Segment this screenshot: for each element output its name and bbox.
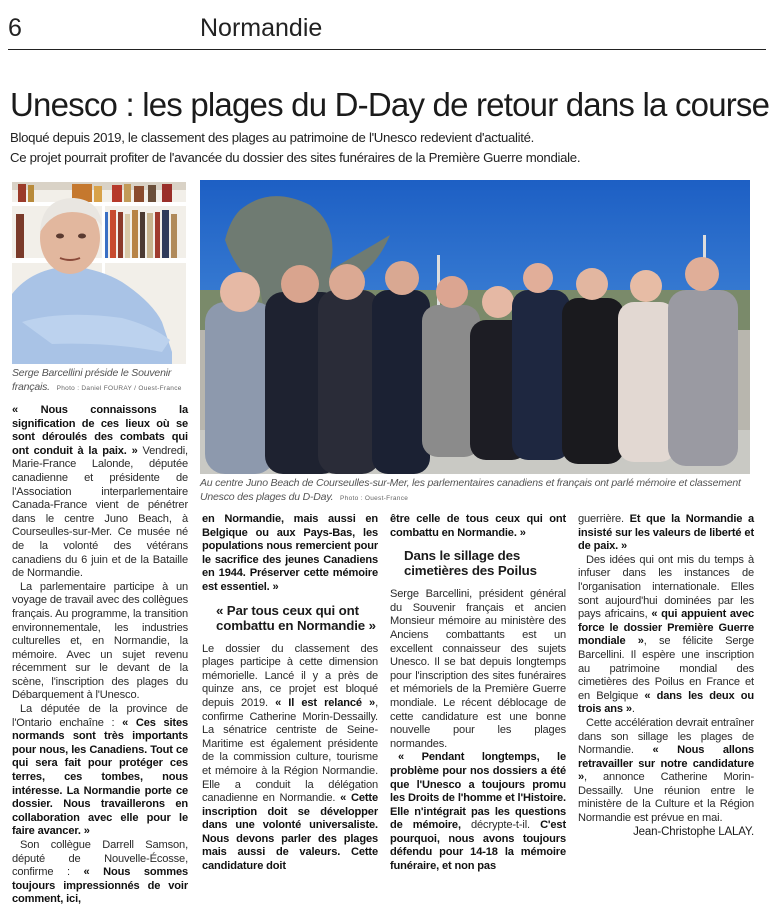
body-text: Vendredi, Marie-France Lalonde, députée canadienne et présidente de l'Association interparlementaire Canada-France vient de pénétrer dans le centre Juno Beach, à Courseulles-sur-Mer. Ce musée né de la volonté des vétérans canadiens du 6 juin et de la Bataille de Normandie. bbox=[12, 444, 188, 580]
body-text: , annonce Catherine Morin-Dessailly. Une réunion entre le ministère de la Culture et la Région Normandie est prévue en mai. bbox=[578, 771, 754, 825]
quote: C'est pourquoi, nous avons toujours défendu pour 14-18 la mémoire funéraire, et non pas bbox=[390, 819, 566, 873]
article-headline: Unesco : les plages du D-Day de retour dans la course bbox=[10, 86, 769, 123]
body-text: . bbox=[631, 703, 635, 716]
body-text: La députée de la province de l'Ontario enchaîne : bbox=[12, 703, 188, 729]
portrait-photo bbox=[12, 182, 186, 364]
group-photo bbox=[200, 180, 750, 474]
standfirst-line: Ce projet pourrait profiter de l'avancée du dossier des sites funéraires de la Première Guerre mondiale. bbox=[10, 150, 581, 165]
photo-credit: Photo : Ouest-France bbox=[340, 495, 409, 502]
paragraph bbox=[202, 513, 378, 595]
paragraph bbox=[12, 703, 188, 839]
page-number: 6 bbox=[8, 14, 22, 42]
author-signature: Jean-Christophe LALAY. bbox=[633, 825, 754, 838]
photo-credit: Photo : Daniel FOURAY / Ouest-France bbox=[56, 385, 182, 392]
group-photo-illustration bbox=[200, 180, 750, 474]
intertitle: « Par tous ceux qui ont combattu en Normandie » bbox=[216, 602, 376, 633]
body-text: décrypte-t-il. bbox=[460, 819, 541, 832]
caption-text: Au centre Juno Beach de Courseulles-sur-Mer, les parlementaires canadiens et français ont parlé mémoire et classement Unesco des plages du D-Day. bbox=[200, 477, 741, 503]
paragraph bbox=[578, 513, 754, 554]
portrait-photo-illustration bbox=[12, 182, 186, 364]
body-text: , se félicite Serge Barcellini. Il espère une inscription au patrimoine mondial des cimetières des Poilus en France et en Belgique bbox=[578, 635, 754, 702]
quote: « Nous connaissons la signification de ces lieux où se sont déroulés des combats qui ont conduit à la paix. » bbox=[12, 404, 188, 457]
paragraph bbox=[578, 554, 754, 717]
quote: en Normandie, mais aussi en Belgique ou aux Pays-Bas, les populations nous remercient pour le sacrifice des jeunes Canadiens en 1944. Préserver cette mémoire est essentiel. » bbox=[202, 513, 378, 593]
quote: « Nous sommes toujours impressionnés de voir comment, ici, bbox=[12, 866, 188, 906]
body-text: Le dossier du classement des plages participe à cette dimension mémorielle. Lancé il y a près de quinze ans, ce projet est bloqué depuis 2019. bbox=[202, 642, 378, 709]
article-column-2 bbox=[202, 513, 378, 874]
section-title: Normandie bbox=[200, 14, 323, 42]
paragraph: La parlementaire participe à un voyage de travail avec des collègues français. Au programme, la transition environnementale, les industries culturelles et, en Normandie, la mémoire. Avec un sujet revenu récemment sur le devant de la scène, l'inscription des plages du Débarquement à l'Unesco. bbox=[12, 580, 188, 702]
standfirst-line: Bloqué depuis 2019, le classement des plages au patrimoine de l'Unesco redevient d'actualité. bbox=[10, 130, 535, 145]
paragraph: Serge Barcellini, président général du Souvenir français et ancien Monsieur mémoire au ministère des Anciens combattants est un excellent connaisseur des sujets Unesco. Il se bat depuis longtemps pour l'inscription des sites funéraires et mémoriels de la Première Guerre mondiale. Le récent déblocage de cette candidature est une bonne nouvelle pour les plages normandes. bbox=[390, 588, 566, 750]
body-text: , confirme Catherine Morin-Dessailly. La sénatrice centriste de Seine-Maritime est également présidente de la commission culture, tourisme et mémoire à la Région Normandie. Elle a conduit la délégation canadienne en Normandie. bbox=[202, 696, 378, 805]
paragraph bbox=[390, 751, 566, 873]
article-column-1 bbox=[12, 404, 188, 907]
quote: « Il est relancé » bbox=[275, 696, 376, 709]
paragraph bbox=[578, 717, 754, 826]
body-text: Son collègue Darrell Samson, député de Nouvelle-Écosse, confirme : bbox=[12, 839, 188, 879]
paragraph bbox=[12, 839, 188, 907]
quote: « dans les deux ou trois ans » bbox=[578, 689, 754, 716]
quote: « Pendant longtemps, le problème pour nos dossiers a été que l'Unesco a toujours promu les Droits de l'homme et l'Histoire. Elle n'intégrait pas les questions de mémoire, bbox=[390, 751, 566, 832]
caption-text: Serge Barcellini préside le Souvenir français. bbox=[12, 367, 172, 393]
article-column-3 bbox=[390, 513, 566, 874]
quote: « Ces sites normands sont très importants pour nous, les Canadiens. Tout ce qui sera fait pour protéger ces terres, ces tombes, nous intéresse. La Normandie porte ce dossier. Nous travaillerons en collaboration avec elle pour le faire avancer. » bbox=[12, 716, 188, 838]
quote: « Nous allons retravailler sur notre candidature » bbox=[578, 744, 754, 784]
paragraph bbox=[202, 643, 378, 874]
quote: « qui appuient avec force le dossier Première Guerre mondiale » bbox=[578, 608, 754, 648]
body-text: Des idées qui ont mis du temps à infuser dans les instances de l'organisation internationale. Elles sont aujourd'hui dominées par les pays africains, bbox=[578, 553, 754, 621]
article-standfirst bbox=[10, 128, 580, 168]
group-photo-caption bbox=[200, 476, 760, 506]
paragraph bbox=[390, 513, 566, 540]
page-header bbox=[8, 10, 766, 50]
quote: être celle de tous ceux qui ont combattu en Normandie. » bbox=[390, 513, 566, 539]
quote: « Cette inscription doit se développer dans une volonté universaliste. Nous devons parler des plages mais aussi de valeurs. Cette candidature doit bbox=[202, 792, 378, 873]
portrait-caption bbox=[12, 366, 192, 396]
body-text: guerrière. bbox=[578, 513, 630, 525]
intertitle: Dans le sillage des cimetières des Poilus bbox=[404, 548, 537, 579]
article-column-4 bbox=[578, 513, 754, 839]
quote: Et que la Normandie a insisté sur les valeurs de liberté et de paix. » bbox=[578, 513, 754, 553]
paragraph bbox=[12, 404, 188, 581]
body-text: Cette accélération devrait entraîner dans son sillage les plages de Normandie. bbox=[578, 716, 754, 757]
